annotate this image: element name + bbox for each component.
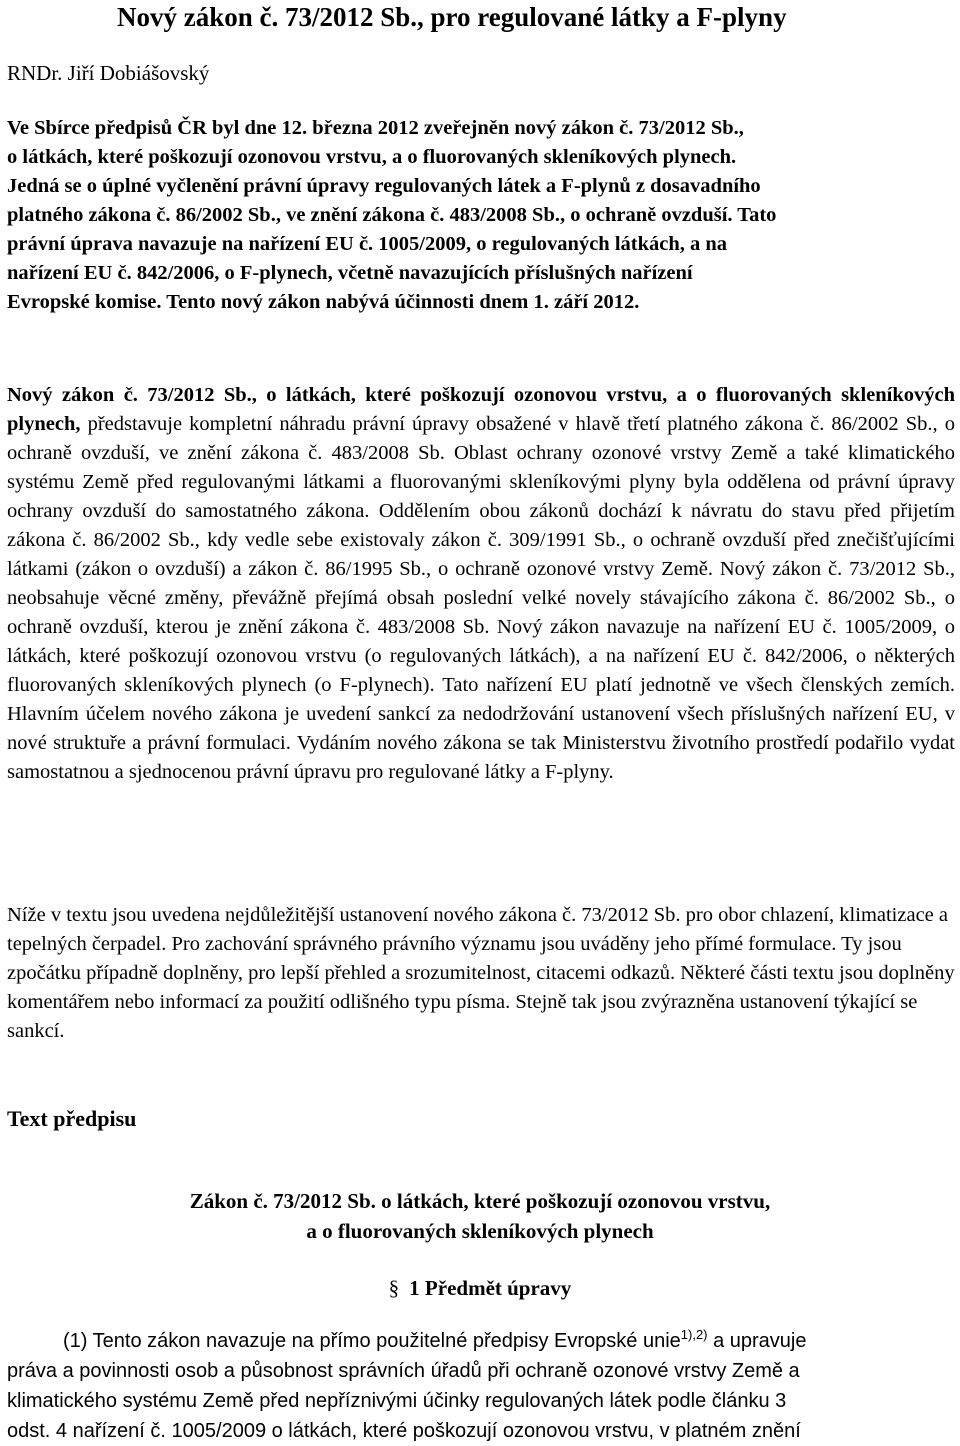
body-paragraph-overview bbox=[7, 381, 955, 787]
intro-line: platného zákona č. 86/2002 Sb., ve znění zákona č. 483/2008 Sb., o ochraně ovzduší. Tato bbox=[7, 204, 777, 226]
intro-line: nařízení EU č. 842/2006, o F-plynech, včetně navazujících příslušných nařízení bbox=[7, 262, 693, 284]
section-title-text: 1 Předmět úpravy bbox=[409, 1276, 572, 1300]
article-line: klimatického systému Země před nepříznivými účinky regulovaných látek podle článku 3 bbox=[7, 1390, 787, 1412]
article-line-text: (1) Tento zákon navazuje na přímo použitelné předpisy Evropské unie bbox=[63, 1330, 681, 1352]
body-paragraph-notes: Níže v textu jsou uvedena nejdůležitější ustanovení nového zákona č. 73/2012 Sb. pro obor chlazení, klimatizace a tepelných čerpadel. Pro zachování správného právního významu jsou uváděny jeho přímé formulace. Ty jsou zpočátku případně doplněny, pro lepší přehled a srozumitelnost, citacemi odkazů. Některé části textu jsou doplněny komentářem nebo informací za použití odlišného typu písma. Stejně tak jsou zvýrazněna ustanovení týkající se sankcí. bbox=[7, 904, 955, 1042]
section-sign: § bbox=[388, 1276, 400, 1300]
article-line: odst. 4 nařízení č. 1005/2009 o látkách, které poškozují ozonovou vrstvu, v platném znění bbox=[7, 1420, 801, 1442]
intro-line: právní úprava navazuje na nařízení EU č. 1005/2009, o regulovaných látkách, a na bbox=[7, 233, 728, 255]
intro-line: Jedná se o úplné vyčlenění právní úpravy regulovaných látek a F-plynů z dosavadního bbox=[7, 175, 761, 197]
law-title-line: Zákon č. 73/2012 Sb. o látkách, které poškozují ozonovou vrstvu, bbox=[189, 1189, 771, 1213]
article-paragraph bbox=[7, 1326, 955, 1446]
document-title: Nový zákon č. 73/2012 Sb., pro regulované látky a F-plyny bbox=[117, 2, 787, 32]
section-heading-text: Text předpisu bbox=[7, 1106, 137, 1131]
article-line bbox=[7, 1326, 955, 1356]
section-title bbox=[0, 1273, 960, 1303]
law-title-line: a o fluorovaných skleníkových plynech bbox=[306, 1219, 654, 1243]
intro-line: Evropské komise. Tento nový zákon nabývá účinnosti dnem 1. září 2012. bbox=[7, 291, 640, 313]
author-name: RNDr. Jiří Dobiášovský bbox=[7, 61, 210, 85]
law-title bbox=[0, 1186, 960, 1246]
intro-line: o látkách, které poškozují ozonovou vrstvu, a o fluorovaných skleníkových plynech. bbox=[7, 146, 737, 168]
paragraph-body: představuje kompletní náhradu právní úpravy obsažené v hlavě třetí platného zákona č. 86/2002 Sb., o ochraně ovzduší, ve znění zákona č. 483/2008 Sb. Oblast ochrany ozonové vrstvy Země a také klimatického systému Země před regulovanými látkami a fluorovanými skleníkovými plyny byla oddělena od právní úpravy ochrany ovzduší do samostatného zákona. Oddělením obou zákonů dochází k návratu do stavu před přijetím zákona č. 86/2002 Sb., kdy vedle sebe existovaly zákon č. 309/1991 Sb., o ochraně ovzduší před znečišťujícími látkami (zákon o ovzduší) a zákon č. 86/1995 Sb., o ochraně ozonové vrstvy Země. Nový zákon č. 73/2012 Sb., neobsahuje věcné změny, převážně přejímá obsah poslední velké novely stávajícího zákona č. 86/2002 Sb., o ochraně ovzduší, kterou je znění zákona č. 483/2008 Sb. Nový zákon navazuje na nařízení EU č. 1005/2009, o látkách, které poškozují ozonovou vrstvu (o regulovaných látkách), a na nařízení EU č. 842/2006, o některých fluorovaných skleníkových plynech (o F-plynech). Tato nařízení EU platí jednotně ve všech členských zemích. Hlavním účelem nového zákona je uvedení sankcí za nedodržování ustanovení všech příslušných nařízení EU, v nové struktuře a právní formulaci. Vydáním nového zákona se tak Ministerstvu životního prostředí podařilo vydat samostatnou a sjednocenou právní úpravu pro regulované látky a F-plyny. bbox=[7, 413, 955, 783]
intro-paragraph bbox=[7, 114, 955, 317]
intro-line: Ve Sbírce předpisů ČR byl dne 12. března 2012 zveřejněn nový zákon č. 73/2012 Sb., bbox=[7, 117, 744, 139]
paragraph-lead-bold: Nový zákon č. 73/2012 Sb., o látkách, které poškozují ozonovou vrstvu, a o fluorovaných skleníkových plynech, bbox=[7, 384, 955, 435]
footnote-reference: 1),2) bbox=[680, 1327, 708, 1342]
article-line: práva a povinnosti osob a působnost správních úřadů při ochraně ozonové vrstvy Země a bbox=[7, 1360, 800, 1382]
article-line-text: a upravuje bbox=[707, 1330, 807, 1352]
